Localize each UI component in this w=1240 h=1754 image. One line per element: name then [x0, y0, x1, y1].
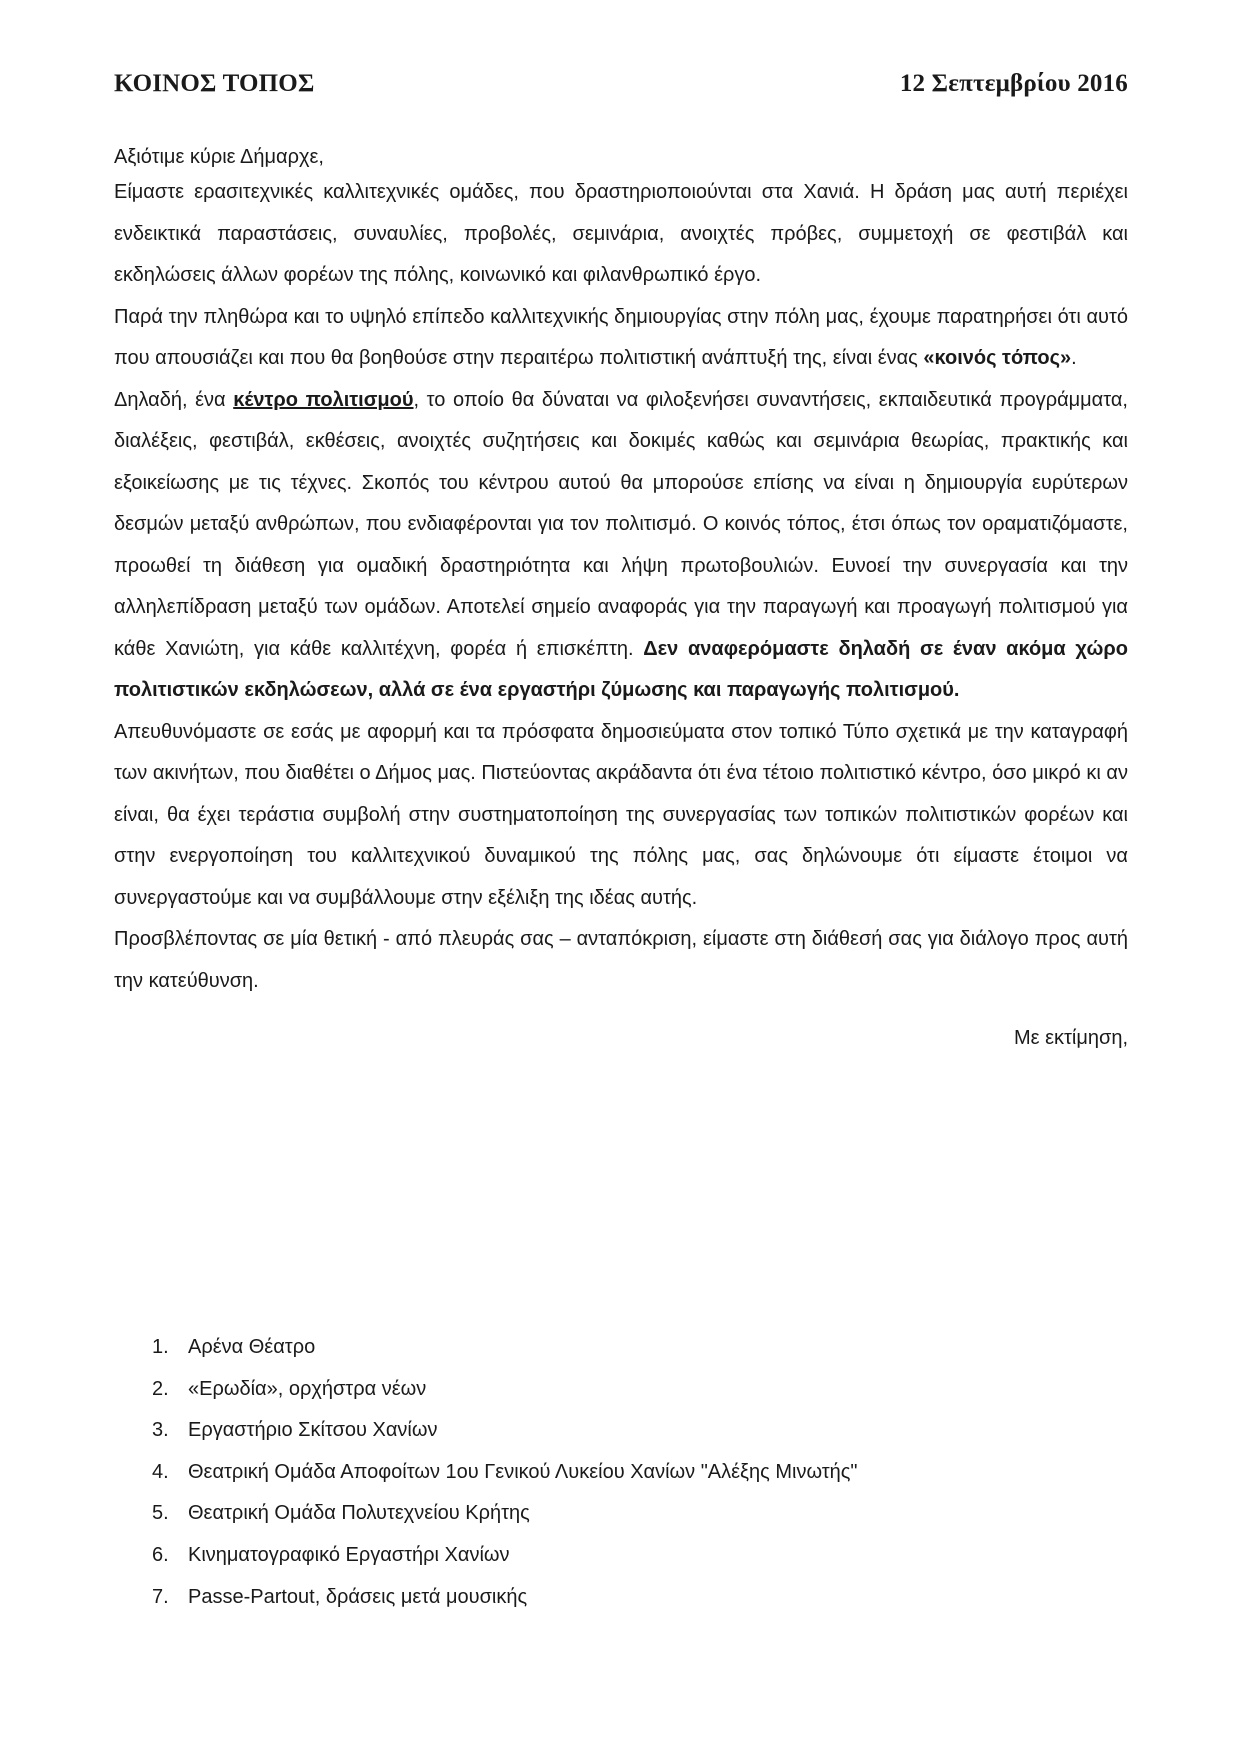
letter-header [114, 70, 1128, 98]
list-item [152, 1540, 858, 1582]
list-item [152, 1498, 858, 1540]
paragraph-cultural-center-bold: Δεν αναφερόμαστε δηλαδή σε έναν ακόμα χώρο πολιτιστικών εκδηλώσεων, αλλά σε ένα εργαστήρι ζύμωσης και παραγωγής πολιτισμού. [114, 637, 1128, 701]
list-item-number: 6. [152, 1543, 169, 1566]
letter-page [114, 70, 1128, 1608]
paragraph-cultural-center [114, 380, 1128, 712]
list-item-name: Θεατρική Ομάδα Πολυτεχνείου Κρήτης [188, 1502, 530, 1525]
paragraph-observation-end: . [1071, 347, 1077, 369]
greeting: Αξιότιμε κύριε Δήμαρχε, [114, 146, 324, 168]
paragraph-cultural-center-text: , το οποίο θα δύναται να φιλοξενήσει συναντήσεις, εκπαιδευτικά προγράμματα, διαλέξεις, φεστιβάλ, εκθέσεις, ανοιχτές συζητήσεις και δοκιμές καθώς και σεμινάρια θεωρίας, πρακτικής και εξοικείωσης με τις τέχνες. Σκοπός του κέντρου αυτού θα μπορούσε επίσης να είναι η δημιουργία ευρύτερων δεσμών μεταξύ ανθρώπων, που ενδιαφέρονται για τον πολιτισμό. Ο κοινός τόπος, έτσι όπως τον οραματιζόμαστε, προωθεί τη διάθεση για ομαδική δραστηριότητα και λήψη πρωτοβουλιών. Ευνοεί την συνεργασία και την αλληλεπίδραση μεταξύ των ομάδων. Αποτελεί σημείο αναφοράς για την παραγωγή και προαγωγή πολιτισμού για κάθε Χανιώτη, για κάθε καλλιτέχνη, φορέα ή επισκέπτη. [114, 388, 1128, 660]
letter-date: 12 Σεπτεμβρίου 2016 [899, 70, 1128, 97]
list-item-name: Θεατρική Ομάδα Αποφοίτων 1ου Γενικού Λυκείου Χανίων "Αλέξης Μινωτής" [188, 1460, 858, 1483]
list-item-name: Εργαστήριο Σκίτσου Χανίων [188, 1419, 438, 1442]
list-item-number: 5. [152, 1502, 169, 1525]
list-item [152, 1332, 858, 1374]
koinos-topos-bold: «κοινός τόπος» [923, 347, 1072, 369]
paragraph-request: Απευθυνόμαστε σε εσάς με αφορμή και τα πρόσφατα δημοσιεύματα στον τοπικό Τύπο σχετικά με την καταγραφή των ακινήτων, που διαθέτει ο Δήμος μας. Πιστεύοντας ακράδαντα ότι ένα τέτοιο πολιτιστικό κέντρο, όσο μικρό κι αν είναι, θα έχει τεράστια συμβολή στην συστηματοποίηση της συνεργασίας των τοπικών πολιτιστικών φορέων και στην ενεργοποίηση του καλλιτεχνικού δυναμικού της πόλης μας, σας δηλώνουμε ότι είμαστε έτοιμοι να συνεργαστούμε και να συμβάλλουμε στην εξέλιξη της ιδέας αυτής. [114, 720, 1128, 909]
list-item-name: Αρένα Θέατρο [188, 1336, 316, 1358]
list-item-number: 4. [152, 1460, 169, 1483]
list-item-name: Κινηματογραφικό Εργαστήρι Χανίων [188, 1543, 510, 1566]
paragraph-observation [114, 297, 1128, 380]
cultural-center-underlined: κέντρο πολιτισμού [233, 388, 414, 411]
paragraph-cultural-center-start: Δηλαδή, ένα [114, 388, 234, 411]
paragraph-dialogue: Προσβλέποντας σε μία θετική - από πλευράς σας – ανταπόκριση, είμαστε στη διάθεσή σας για διάλογο προς αυτή την κατεύθυνση. [114, 928, 1128, 992]
list-item-name: «Ερωδία», ορχήστρα νέων [188, 1377, 427, 1400]
list-item [152, 1582, 858, 1624]
list-item-number: 3. [152, 1419, 169, 1442]
list-item [152, 1415, 858, 1457]
signatories-list [152, 1332, 858, 1623]
paragraph-observation-text: Παρά την πληθώρα και το υψηλό επίπεδο καλλιτεχνικής δημιουργίας στην πόλη μας, έχουμε παρατηρήσει ότι αυτό που απουσιάζει και που θα βοηθούσε στην περαιτέρω πολιτιστική ανάπτυξή της, είναι ένας [114, 305, 1128, 369]
org-name: ΚΟΙΝΟΣ ΤΟΠΟΣ [114, 70, 315, 97]
list-item-number: 7. [152, 1585, 169, 1608]
list-item-number: 2. [152, 1377, 169, 1400]
list-item [152, 1457, 858, 1499]
paragraph-intro: Είμαστε ερασιτεχνικές καλλιτεχνικές ομάδες, που δραστηριοποιούνται στα Χανιά. Η δράση μας αυτή περιέχει ενδεικτικά παραστάσεις, συναυλίες, προβολές, σεμινάρια, ανοιχτές πρόβες, συμμετοχή σε φεστιβάλ και εκδηλώσεις άλλων φορέων της πόλης, κοινωνικό και φιλανθρωπικό έργο. [114, 181, 1128, 286]
list-item [152, 1374, 858, 1416]
list-item-number: 1. [152, 1336, 169, 1358]
closing-salutation: Με εκτίμηση, [1013, 1027, 1128, 1049]
list-item-name: Passe-Partout, δράσεις μετά μουσικής [188, 1585, 528, 1608]
